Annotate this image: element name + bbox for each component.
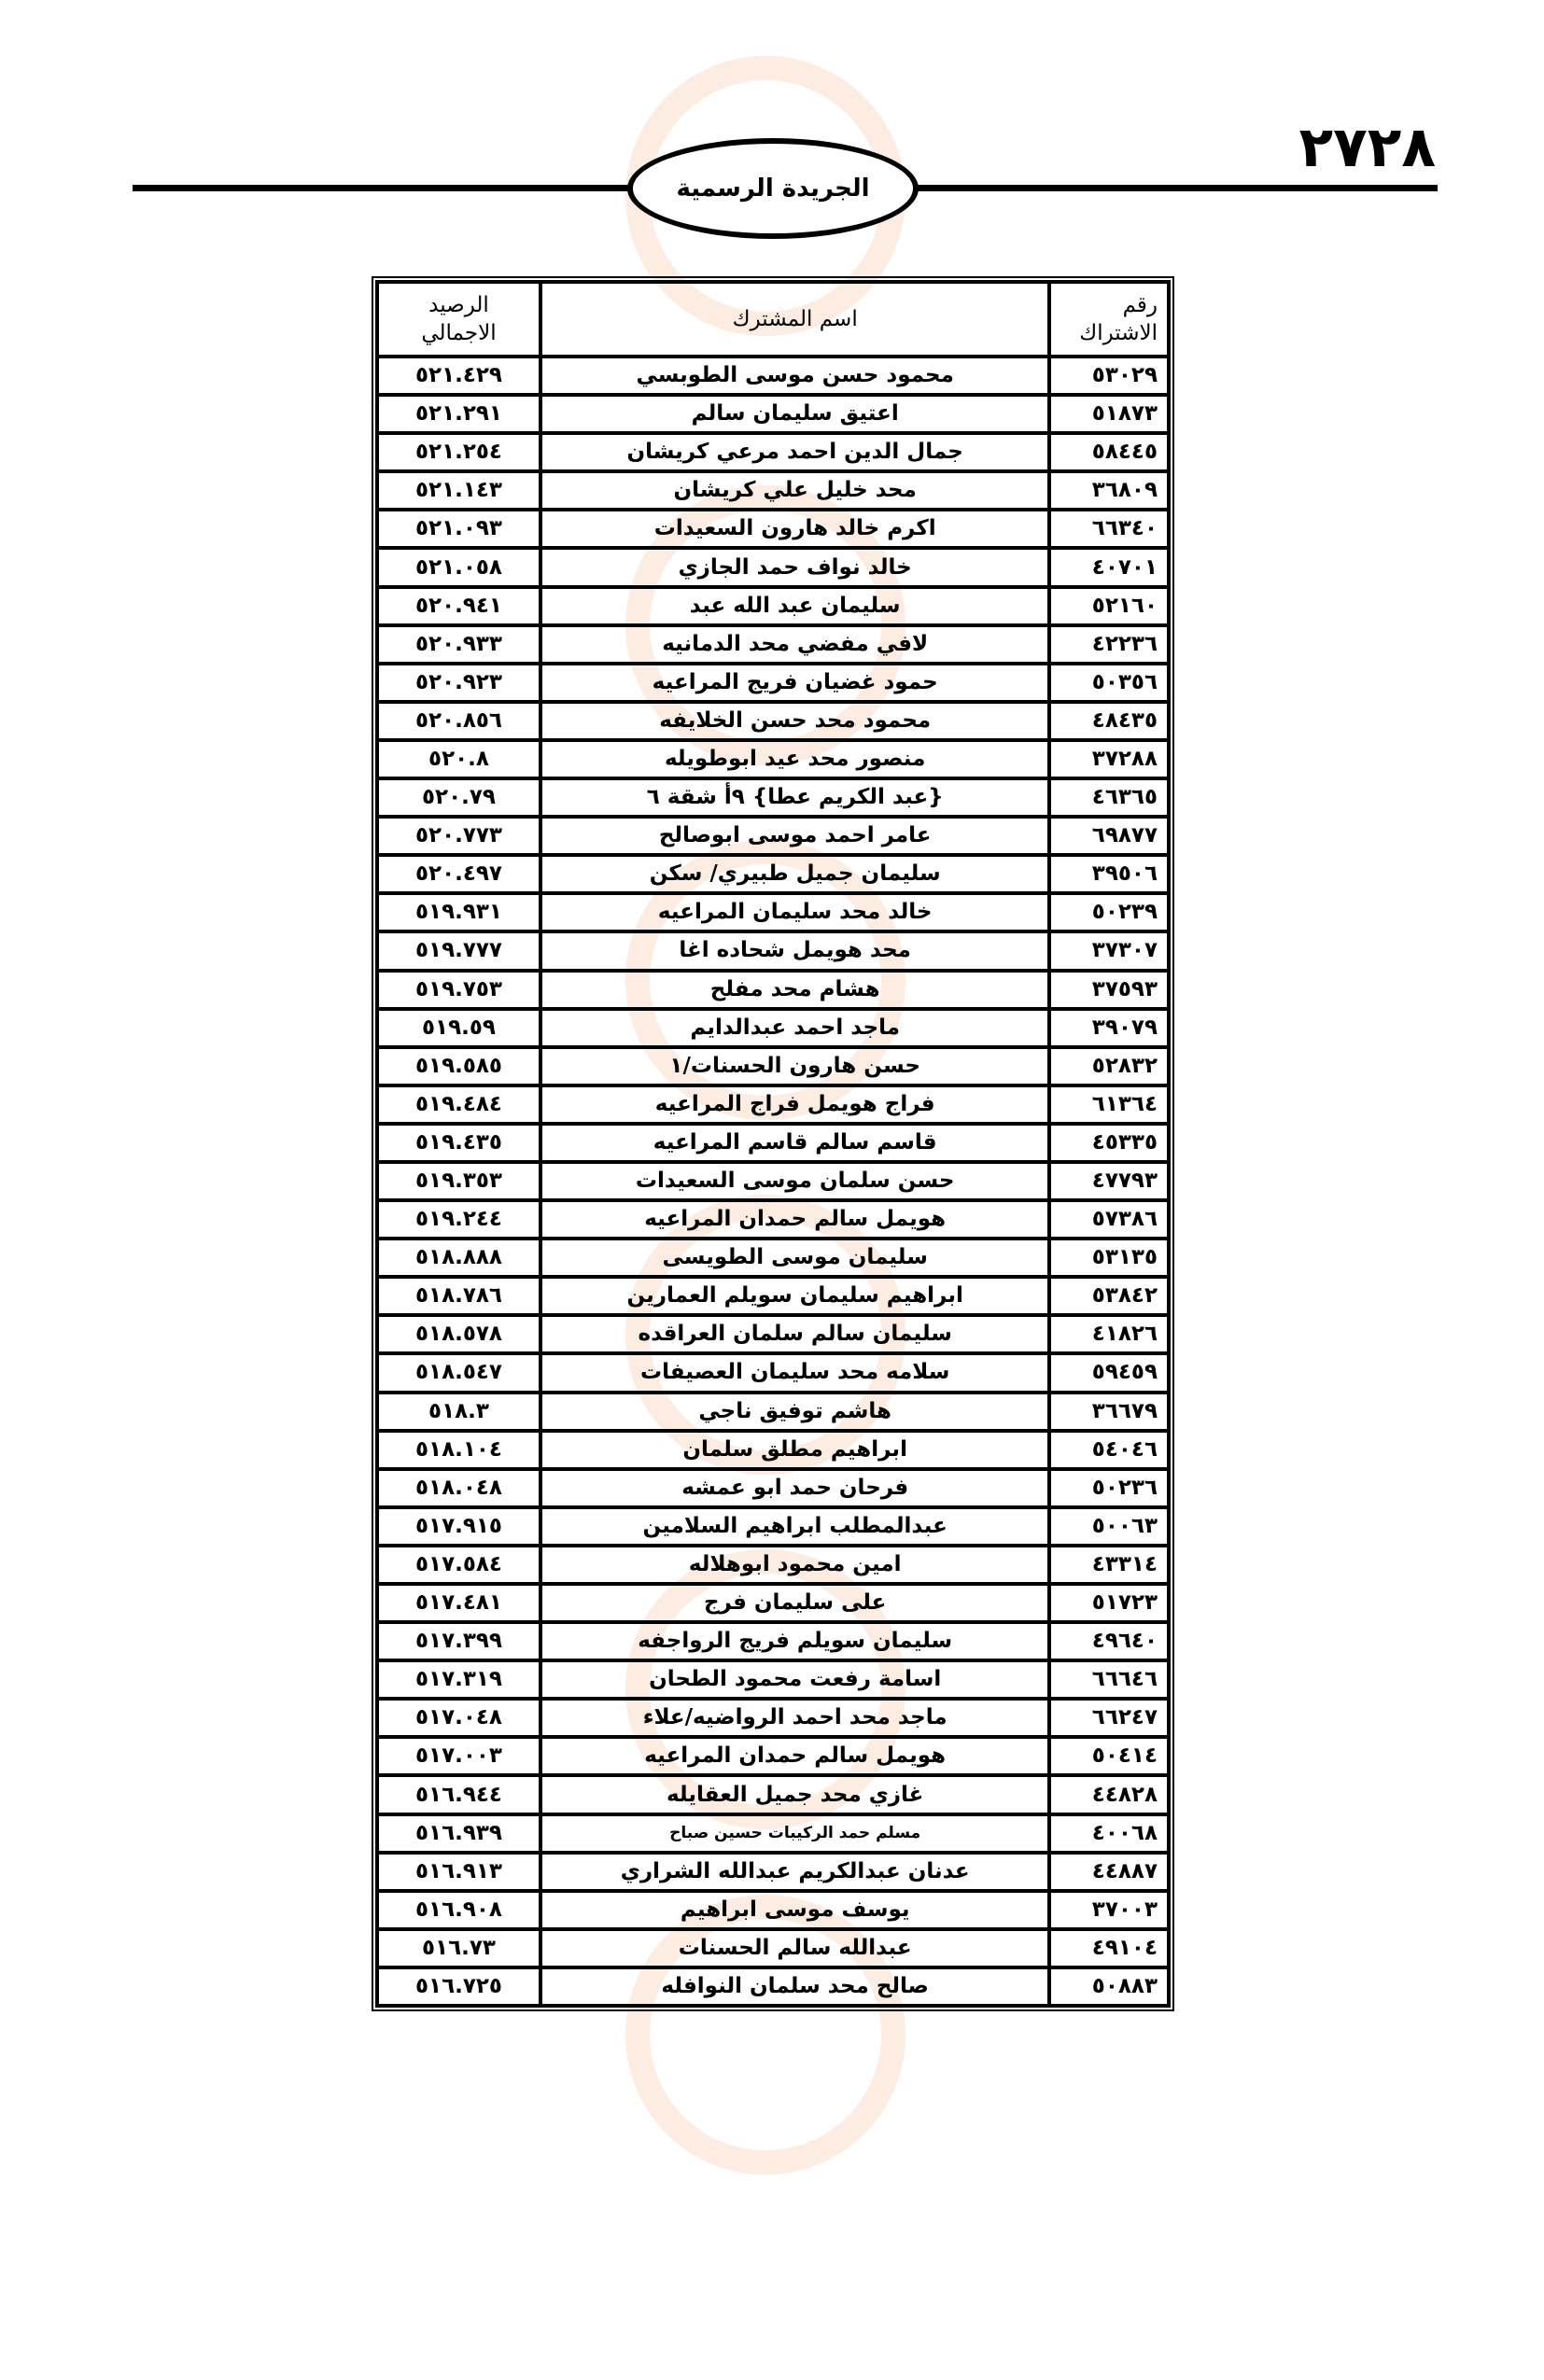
subscriber-name-cell: حسن هارون الحسنات/١	[540, 1047, 1049, 1085]
subscriber-name-cell: لافي مفضي محد الدمانيه	[540, 625, 1049, 664]
balance-cell: ٥٢٠.٧٧٣	[377, 817, 540, 855]
balance-cell: ٥١٧.٥٨٤	[377, 1546, 540, 1584]
table-row	[377, 664, 1169, 702]
subscriber-name-cell: محد هويمل شحاده اغا	[540, 931, 1049, 970]
subscriber-name-cell: ابراهيم مطلق سلمان	[540, 1431, 1049, 1469]
balance-cell: ٥١٩.٢٤٤	[377, 1200, 540, 1239]
table-row	[377, 1891, 1169, 1929]
subscriber-name-cell: فراج هويمل فراج المراعيه	[540, 1085, 1049, 1124]
subscriber-name-cell: هويمل سالم حمدان المراعيه	[540, 1737, 1049, 1775]
table-row	[377, 1699, 1169, 1737]
subscriber-name-cell: اعتيق سليمان سالم	[540, 395, 1049, 433]
table-row	[377, 1622, 1169, 1660]
subscriber-name-cell: عدنان عبدالكريم عبدالله الشراري	[540, 1853, 1049, 1891]
balance-cell: ٥٢٠.٧٩	[377, 778, 540, 817]
subscriber-id-cell: ٣٧٠٠٣	[1049, 1891, 1169, 1929]
subscriber-id-cell: ٥٣١٣٥	[1049, 1239, 1169, 1277]
subscriber-name-cell: صالح محد سلمان النوافله	[540, 1967, 1049, 2006]
table-row	[377, 1737, 1169, 1775]
table-row	[377, 1546, 1169, 1584]
subscriber-name-cell: هويمل سالم حمدان المراعيه	[540, 1200, 1049, 1239]
table-row	[377, 931, 1169, 970]
subscriber-id-cell: ٦٩٨٧٧	[1049, 817, 1169, 855]
balance-cell: ٥١٨.٥٧٨	[377, 1315, 540, 1353]
subscriber-name-cell: سليمان جميل طبيري/ سكن	[540, 855, 1049, 893]
subscriber-name-cell: سليمان موسى الطويسى	[540, 1239, 1049, 1277]
subscriber-name-cell: خالد نواف حمد الجازي	[540, 548, 1049, 586]
subscriber-id-cell: ٦٦٢٤٧	[1049, 1699, 1169, 1737]
subscriber-id-cell: ٥١٧٢٣	[1049, 1584, 1169, 1622]
table-row	[377, 357, 1169, 395]
subscriber-id-cell: ٦٦٦٤٦	[1049, 1660, 1169, 1699]
balance-cell: ٥٢١.٠٥٨	[377, 548, 540, 586]
subscriber-name-cell: ماجد احمد عبدالدايم	[540, 1009, 1049, 1047]
subscriber-id-cell: ٥٢٨٣٢	[1049, 1047, 1169, 1085]
subscriber-id-cell: ٣٧٥٩٣	[1049, 971, 1169, 1009]
table-row	[377, 1200, 1169, 1239]
subscriber-name-cell: سلامه محد سليمان العصيفات	[540, 1353, 1049, 1392]
table-row	[377, 1584, 1169, 1622]
subscriber-id-cell: ٥٠٣٥٦	[1049, 664, 1169, 702]
subscriber-id-cell: ٤٩١٠٤	[1049, 1929, 1169, 1967]
subscriber-id-cell: ٣٧٢٨٨	[1049, 740, 1169, 778]
table-row	[377, 1085, 1169, 1124]
subscriber-name-cell: فرحان حمد ابو عمشه	[540, 1469, 1049, 1507]
subscriber-id-cell: ٥٩٤٥٩	[1049, 1353, 1169, 1392]
subscriber-name-cell: عبدالمطلب ابراهيم السلامين	[540, 1507, 1049, 1546]
balance-cell: ٥١٦.٩٤٤	[377, 1775, 540, 1813]
subscriber-id-cell: ٥٧٣٨٦	[1049, 1200, 1169, 1239]
subscriber-name-cell: ماجد محد احمد الرواضيه/علاء	[540, 1699, 1049, 1737]
balance-cell: ٥٢١.٢٩١	[377, 395, 540, 433]
balance-cell: ٥٢٠.٩٣٣	[377, 625, 540, 664]
balance-cell: ٥٢١.٤٢٩	[377, 357, 540, 395]
subscriber-id-cell: ٣٧٣٠٧	[1049, 931, 1169, 970]
balance-cell: ٥١٩.٤٨٤	[377, 1085, 540, 1124]
subscriber-name-cell: يوسف موسى ابراهيم	[540, 1891, 1049, 1929]
subscriber-name-cell: اكرم خالد هارون السعيدات	[540, 510, 1049, 548]
subscriber-id-cell: ٤٥٣٣٥	[1049, 1124, 1169, 1162]
subscriber-id-cell: ٥٠٨٨٣	[1049, 1967, 1169, 2006]
subscriber-id-cell: ٣٩٠٧٩	[1049, 1009, 1169, 1047]
table-row	[377, 1277, 1169, 1315]
table-row	[377, 1124, 1169, 1162]
balance-cell: ٥١٩.٧٥٣	[377, 971, 540, 1009]
subscriber-id-cell: ٥٨٤٤٥	[1049, 433, 1169, 471]
table-row	[377, 1009, 1169, 1047]
balance-cell: ٥١٧.٣٩٩	[377, 1622, 540, 1660]
subscriber-id-cell: ٤٧٧٩٣	[1049, 1162, 1169, 1200]
header-title: الجريدة الرسمية	[676, 175, 870, 203]
subscriber-id-cell: ٤١٨٢٦	[1049, 1315, 1169, 1353]
column-header-name: اسم المشترك	[540, 282, 1049, 357]
table-row	[377, 1315, 1169, 1353]
subscriber-name-cell: مسلم حمد الركيبات حسين صباح	[540, 1814, 1049, 1853]
balance-cell: ٥١٨.١٠٤	[377, 1431, 540, 1469]
subscriber-name-cell: محمود حسن موسى الطوبسي	[540, 357, 1049, 395]
subscriber-id-cell: ٦١٣٦٤	[1049, 1085, 1169, 1124]
balance-cell: ٥١٨.٠٤٨	[377, 1469, 540, 1507]
balance-cell: ٥١٨.٣	[377, 1393, 540, 1431]
table-row	[377, 395, 1169, 433]
subscriber-name-cell: حسن سلمان موسى السعيدات	[540, 1162, 1049, 1200]
subscriber-table	[375, 280, 1171, 2008]
subscriber-id-cell: ٤٠٠٦٨	[1049, 1814, 1169, 1853]
subscriber-name-cell: اسامة رفعت محمود الطحان	[540, 1660, 1049, 1699]
balance-cell: ٥١٨.٥٤٧	[377, 1353, 540, 1392]
balance-cell: ٥٢١.١٤٣	[377, 471, 540, 510]
subscriber-name-cell: هشام محد مفلح	[540, 971, 1049, 1009]
balance-cell: ٥١٩.٥٨٥	[377, 1047, 540, 1085]
balance-cell: ٥٢٠.٩٤١	[377, 587, 540, 625]
table-row	[377, 1853, 1169, 1891]
subscriber-name-cell: غازي محد جميل العقايله	[540, 1775, 1049, 1813]
header-title-oval	[627, 138, 919, 239]
subscriber-name-cell: امين محمود ابوهلاله	[540, 1546, 1049, 1584]
subscriber-id-cell: ٤٩٦٤٠	[1049, 1622, 1169, 1660]
table-row	[377, 1967, 1169, 2006]
subscriber-name-cell: محمود محد حسن الخلايفه	[540, 702, 1049, 740]
subscriber-id-cell: ٤٨٤٣٥	[1049, 702, 1169, 740]
subscriber-id-cell: ٥٠٢٣٩	[1049, 893, 1169, 931]
table-row	[377, 1929, 1169, 1967]
subscriber-name-cell: {عبد الكريم عطا} ٩أ شقة ٦	[540, 778, 1049, 817]
balance-cell: ٥١٧.٠٠٣	[377, 1737, 540, 1775]
table-row	[377, 433, 1169, 471]
subscriber-name-cell: جمال الدين احمد مرعي كريشان	[540, 433, 1049, 471]
balance-cell: ٥١٨.٧٨٦	[377, 1277, 540, 1315]
table-row	[377, 1507, 1169, 1546]
balance-cell: ٥١٩.٤٣٥	[377, 1124, 540, 1162]
table-body	[377, 357, 1169, 2006]
table-row	[377, 1660, 1169, 1699]
subscriber-name-cell: منصور محد عيد ابوطويله	[540, 740, 1049, 778]
subscriber-id-cell: ٦٦٣٤٠	[1049, 510, 1169, 548]
subscriber-id-cell: ٥٤٠٤٦	[1049, 1431, 1169, 1469]
table-header-row	[377, 282, 1169, 357]
subscriber-name-cell: خالد محد سليمان المراعيه	[540, 893, 1049, 931]
table-row	[377, 971, 1169, 1009]
subscriber-name-cell: سليمان عبد الله عبد	[540, 587, 1049, 625]
subscriber-id-cell: ٤٠٧٠١	[1049, 548, 1169, 586]
subscriber-id-cell: ٣٦٦٧٩	[1049, 1393, 1169, 1431]
subscriber-name-cell: هاشم توفيق ناجي	[540, 1393, 1049, 1431]
balance-cell: ٥١٩.٣٥٣	[377, 1162, 540, 1200]
balance-cell: ٥١٦.٩٣٩	[377, 1814, 540, 1853]
table-row	[377, 893, 1169, 931]
subscriber-id-cell: ٤٣٣١٤	[1049, 1546, 1169, 1584]
subscriber-id-cell: ٥٠٤١٤	[1049, 1737, 1169, 1775]
balance-cell: ٥١٦.٧٢٥	[377, 1967, 540, 2006]
balance-cell: ٥٢٠.٨٥٦	[377, 702, 540, 740]
balance-cell: ٥٢١.٢٥٤	[377, 433, 540, 471]
table-row	[377, 740, 1169, 778]
table-row	[377, 1431, 1169, 1469]
subscriber-id-cell: ٥٣٨٤٢	[1049, 1277, 1169, 1315]
subscriber-id-cell: ٥٠٠٦٣	[1049, 1507, 1169, 1546]
balance-cell: ٥١٩.٥٩	[377, 1009, 540, 1047]
balance-cell: ٥١٧.٠٤٨	[377, 1699, 540, 1737]
page-number: ٢٧٢٨	[1298, 115, 1436, 180]
column-header-balance: الرصيد الاجمالي	[377, 282, 540, 357]
subscriber-id-cell: ٥٠٢٣٦	[1049, 1469, 1169, 1507]
subscriber-id-cell: ٣٦٨٠٩	[1049, 471, 1169, 510]
subscriber-id-cell: ٥٢١٦٠	[1049, 587, 1169, 625]
table-row	[377, 817, 1169, 855]
column-header-id: رقم الاشتراك	[1049, 282, 1169, 357]
balance-cell: ٥١٨.٨٨٨	[377, 1239, 540, 1277]
table-row	[377, 548, 1169, 586]
balance-cell: ٥٢١.٠٩٣	[377, 510, 540, 548]
subscriber-id-cell: ٤٤٨٨٧	[1049, 1853, 1169, 1891]
balance-cell: ٥١٧.٤٨١	[377, 1584, 540, 1622]
balance-cell: ٥٢٠.٩٢٣	[377, 664, 540, 702]
subscriber-name-cell: حمود غضيان فريج المراعيه	[540, 664, 1049, 702]
table-row	[377, 510, 1169, 548]
balance-cell: ٥١٦.٧٣	[377, 1929, 540, 1967]
table-row	[377, 1393, 1169, 1431]
balance-cell: ٥١٩.٩٣١	[377, 893, 540, 931]
balance-cell: ٥١٩.٧٧٧	[377, 931, 540, 970]
table-row	[377, 1469, 1169, 1507]
subscriber-id-cell: ٥١٨٧٣	[1049, 395, 1169, 433]
subscriber-name-cell: سليمان سالم سلمان العراقده	[540, 1315, 1049, 1353]
subscriber-id-cell: ٤٤٨٢٨	[1049, 1775, 1169, 1813]
subscriber-name-cell: على سليمان فرج	[540, 1584, 1049, 1622]
subscriber-name-cell: سليمان سويلم فريج الرواجفه	[540, 1622, 1049, 1660]
table-row	[377, 1353, 1169, 1392]
subscriber-name-cell: عامر احمد موسى ابوصالح	[540, 817, 1049, 855]
subscriber-id-cell: ٤٢٢٣٦	[1049, 625, 1169, 664]
table-row	[377, 702, 1169, 740]
subscriber-name-cell: محد خليل علي كريشان	[540, 471, 1049, 510]
table-row	[377, 471, 1169, 510]
balance-cell: ٥٢٠.٨	[377, 740, 540, 778]
table-row	[377, 1775, 1169, 1813]
table-row	[377, 1162, 1169, 1200]
balance-cell: ٥١٧.٩١٥	[377, 1507, 540, 1546]
table-row	[377, 587, 1169, 625]
subscriber-id-cell: ٥٣٠٢٩	[1049, 357, 1169, 395]
table-row	[377, 855, 1169, 893]
balance-cell: ٥٢٠.٤٩٧	[377, 855, 540, 893]
balance-cell: ٥١٦.٩٠٨	[377, 1891, 540, 1929]
subscriber-name-cell: قاسم سالم قاسم المراعيه	[540, 1124, 1049, 1162]
table-row	[377, 1239, 1169, 1277]
balance-cell: ٥١٦.٩١٣	[377, 1853, 540, 1891]
subscriber-id-cell: ٣٩٥٠٦	[1049, 855, 1169, 893]
table-row	[377, 625, 1169, 664]
table-row	[377, 1814, 1169, 1853]
subscriber-id-cell: ٤٦٣٦٥	[1049, 778, 1169, 817]
table-row	[377, 1047, 1169, 1085]
table-row	[377, 778, 1169, 817]
subscriber-name-cell: ابراهيم سليمان سويلم العمارين	[540, 1277, 1049, 1315]
balance-cell: ٥١٧.٣١٩	[377, 1660, 540, 1699]
subscriber-name-cell: عبدالله سالم الحسنات	[540, 1929, 1049, 1967]
